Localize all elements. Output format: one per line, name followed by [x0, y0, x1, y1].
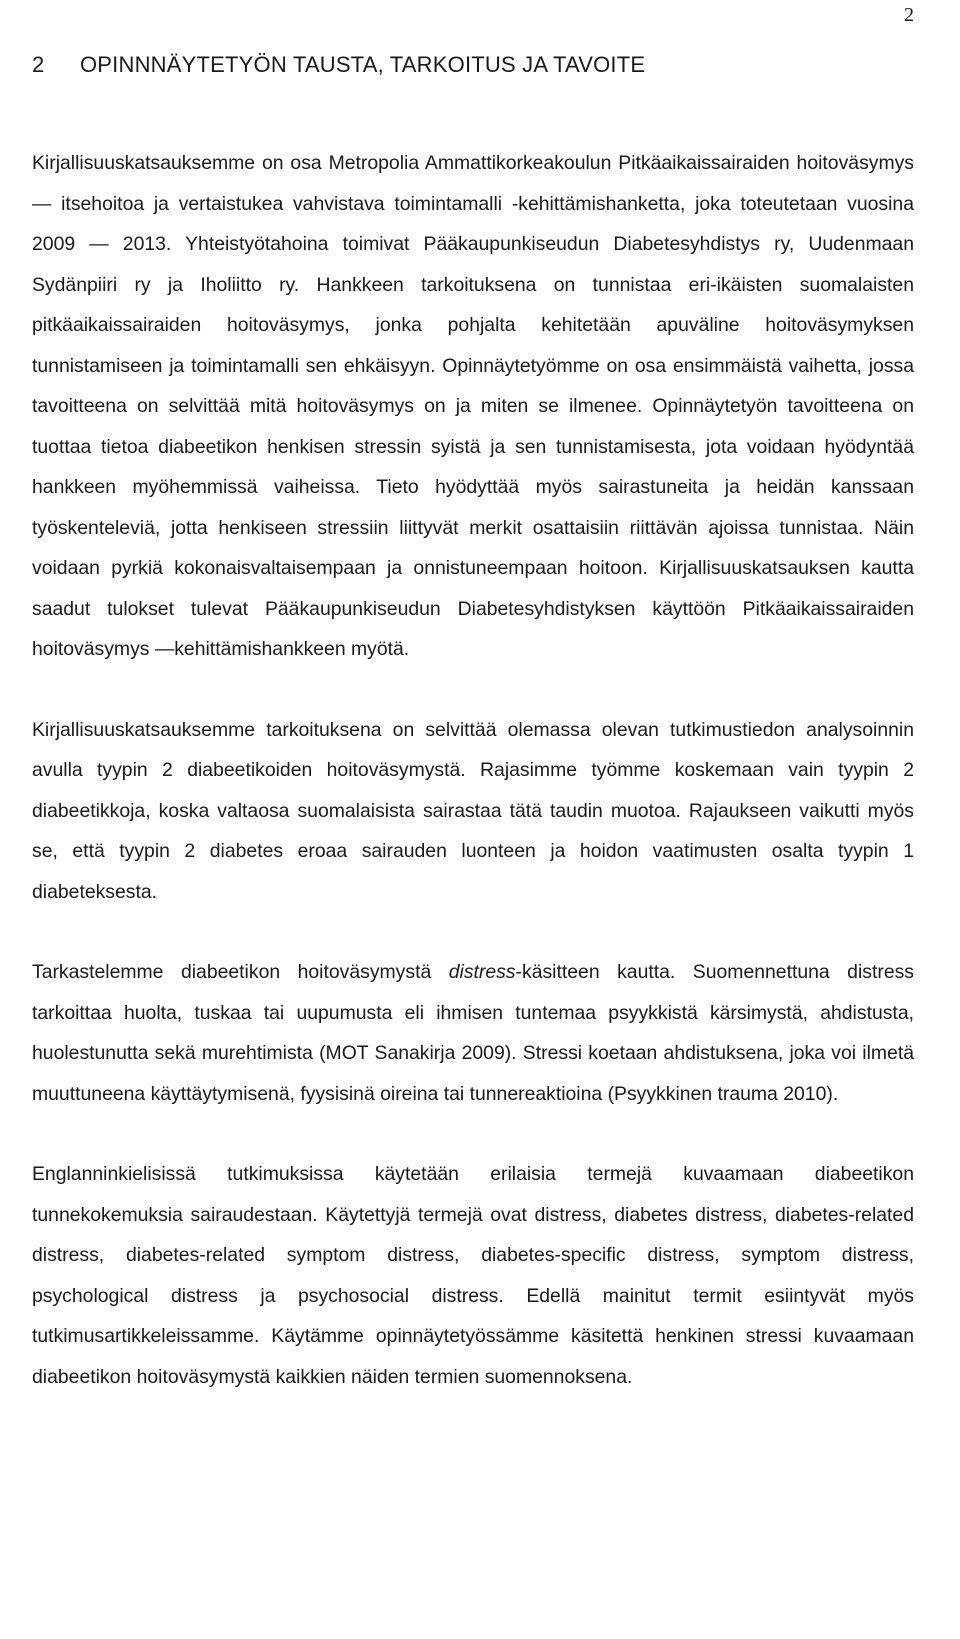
- chapter-number: 2: [32, 52, 45, 77]
- paragraph-distress-definition: [32, 952, 914, 1114]
- chapter-heading: [32, 49, 914, 81]
- paragraph-purpose: Kirjallisuuskatsauksemme tarkoituksena on selvittää olemassa olevan tutkimustiedon analysoinnin avulla tyypin 2 diabeetikoiden hoitoväsymystä. Rajasimme työmme koskemaan vain tyypin 2 diabeetikkoja, koska valtaosa suomalaisista sairastaa tätä taudin muotoa. Rajaukseen vaikutti myös se, että tyypin 2 diabetes eroaa sairauden luonteen ja hoidon vaatimusten osalta tyypin 1 diabeteksesta.: [32, 718, 914, 903]
- paragraph-text: -käsitteen kautta. Suomennettuna distress tarkoittaa huolta, tuskaa tai uupumusta eli ihmisen tuntemaa psyykkistä kärsimystä, ahdistusta, huolestunutta sekä murehtimista (MOT Sanakirja 2009). Stressi koetaan ahdistuksena, joka voi ilmetä muuttuneena käyttäytymisenä, fyysisinä oireina tai tunnereaktioina (Psyykkinen trauma 2010).: [32, 961, 914, 1105]
- page-number: 2: [904, 4, 914, 26]
- paragraph-background: Kirjallisuuskatsauksemme on osa Metropolia Ammattikorkeakoulun Pitkäaikaissairaiden hoitoväsymys — itsehoitoa ja vertaistukea vahvistava toimintamalli -kehittämishanketta, joka toteutetaan vuosina 2009 — 2013. Yhteistyötahoina toimivat Pääkaupunkiseudun Diabetesyhdistys ry, Uudenmaan Sydänpiiri ry ja Iholiitto ry. Hankkeen tarkoituksena on tunnistaa eri-ikäisten suomalaisten pitkäaikaissairaiden hoitoväsymys, jonka pohjalta kehitetään apuväline hoitoväsymyksen tunnistamiseen ja toimintamalli sen ehkäisyyn. Opinnäytetyömme on osa ensimmäistä vaihetta, jossa tavoitteena on selvittää mitä hoitoväsymys on ja miten se ilmenee. Opinnäytetyön tavoitteena on tuottaa tietoa diabeetikon henkisen stressin syistä ja sen tunnistamisesta, jota voidaan hyödyntää hankkeen myöhemmissä vaiheissa. Tieto hyödyttää myös sairastuneita ja heidän kanssaan työskenteleviä, jotta henkiseen stressiin liittyvät merkit osattaisiin riittävän ajoissa tunnistaa. Näin voidaan pyrkiä kokonaisvaltaisempaan ja onnistuneempaan hoitoon. Kirjallisuuskatsauksen kautta saadut tulokset tulevat Pääkaupunkiseudun Diabetesyhdistyksen käyttöön Pitkäaikaissairaiden hoitoväsymys —kehittämishankkeen myötä.: [32, 152, 914, 660]
- emphasized-term: distress: [448, 961, 516, 983]
- paragraph-text: Tarkastelemme diabeetikon hoitoväsymystä: [32, 961, 449, 983]
- document-body: [32, 0, 914, 1397]
- chapter-title: OPINNNÄYTETYÖN TAUSTA, TARKOITUS JA TAVOITE: [80, 52, 646, 77]
- paragraph-terminology: Englanninkielisissä tutkimuksissa käytetään erilaisia termejä kuvaamaan diabeetikon tunnekokemuksia sairaudestaan. Käytettyjä termejä ovat distress, diabetes distress, diabetes-related distress, diabetes-related symptom distress, diabetes-specific distress, symptom distress, psychological distress ja psychosocial distress. Edellä mainitut termit esiintyvät myös tutkimusartikkeleissamme. Käytämme opinnäytetyössämme käsitettä henkinen stressi kuvaamaan diabeetikon hoitoväsymystä kaikkien näiden termien suomennoksena.: [32, 1163, 914, 1388]
